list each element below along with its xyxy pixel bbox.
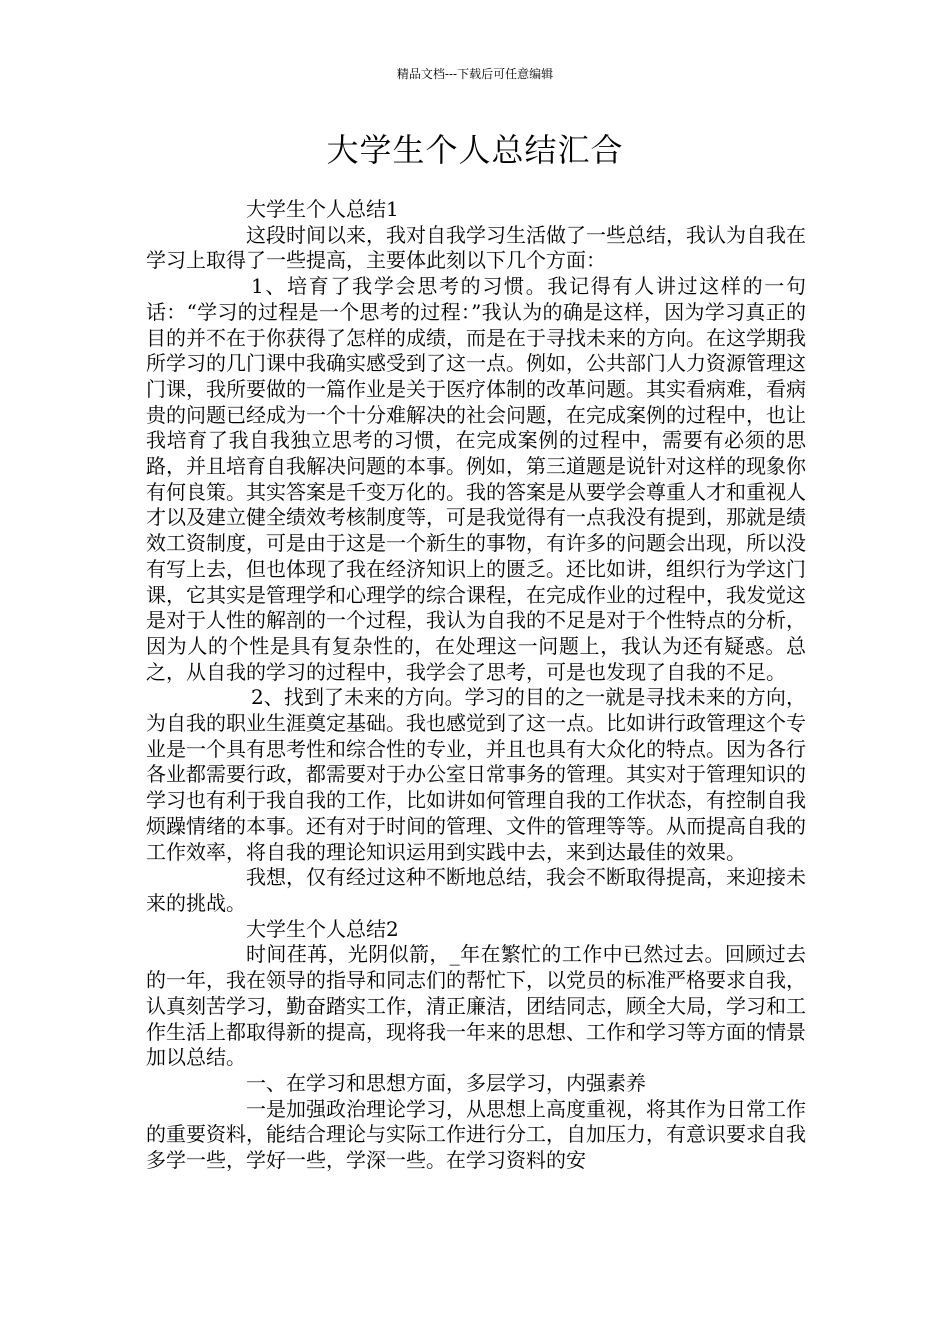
header-note: 精品文档---下载后可任意编辑 (396, 67, 554, 81)
paragraph: 2、找到了未来的方向。学习的目的之一就是寻找未来的方向，为自我的职业生涯奠定基础。我也感觉到了这一点。比如讲行政管理这个专业是一个具有思考性和综合性的专业，并且也具有大众化的特点。因为各行各业都需要行政，都需要对于办公室日常事务的管理。其实对于管理知识的学习也有利于我自我的工作，比如讲如何管理自我的工作状态，有控制自我烦躁情绪的本事。还有对于时间的管理、文件的管理等等。从而提高自我的工作效率，将自我的理论知识运用到实践中去，来到达最佳的效果。 (146, 685, 806, 864)
paragraph: 这段时间以来，我对自我学习生活做了一些总结，我认为自我在学习上取得了一些提高，主要体此刻以下几个方面： (146, 222, 806, 273)
paragraph: 1、培育了我学会思考的习惯。我记得有人讲过这样的一句话：“学习的过程是一个思考的过程：”我认为的确是这样，因为学习真正的目的并不在于你获得了怎样的成绩，而是在于寻找未来的方向。在这学期我所学习的几门课中我确实感受到了这一点。例如，公共部门人力资源管理这门课，我所要做的一篇作业是关于医疗体制的改革问题。其实看病难，看病贵的问题已经成为一个十分难解决的社会问题，在完成案例的过程中，也让我培育了我自我独立思考的习惯，在完成案例的过程中，需要有必须的思路，并且培育自我解决问题的本事。例如，第三道题是说针对这样的现象你有何良策。其实答案是千变万化的。我的答案是从要学会尊重人才和重视人才以及建立健全绩效考核制度等，可是我觉得有一点我没有提到，那就是绩效工资制度，可是由于这是一个新生的事物，有许多的问题会出现，所以没有写上去，但也体现了我在经济知识上的匮乏。还比如讲，组织行为学这门课，它其实是管理学和心理学的综合课程，在完成作业的过程中，我发觉这是对于人性的解剖的一个过程，我认为自我的不足是对于个性特点的分析，因为人的个性是具有复杂性的，在处理这一问题上，我认为还有疑惑。总之，从自我的学习的过程中，我学会了思考，可是也发现了自我的不足。 (146, 274, 806, 684)
section-heading: 大学生个人总结1 (246, 197, 399, 221)
subsection-heading: 一、在学习和思想方面，多层学习，内强素养 (246, 1070, 646, 1095)
document-body (146, 197, 806, 1174)
paragraph: 我想，仅有经过这种不断地总结，我会不断取得提高，来迎接未来的挑战。 (146, 865, 806, 915)
document-title: 大学生个人总结汇合 (326, 131, 624, 169)
section-heading: 大学生个人总结2 (246, 916, 399, 941)
paragraph: 一是加强政治理论学习，从思想上高度重视，将其作为日常工作的重要资料，能结合理论与实际工作进行分工，自加压力，有意识要求自我多学一些，学好一些，学深一些。在学习资料的安 (146, 1096, 806, 1173)
paragraph: 时间荏苒，光阴似箭，_年在繁忙的工作中已然过去。回顾过去的一年，我在领导的指导和同志们的帮忙下，以党员的标准严格要求自我，认真刻苦学习，勤奋踏实工作，清正廉洁，团结同志，顾全大局，学习和工作生活上都取得新的提高，现将我一年来的思想、工作和学习等方面的情景加以总结。 (146, 942, 806, 1070)
